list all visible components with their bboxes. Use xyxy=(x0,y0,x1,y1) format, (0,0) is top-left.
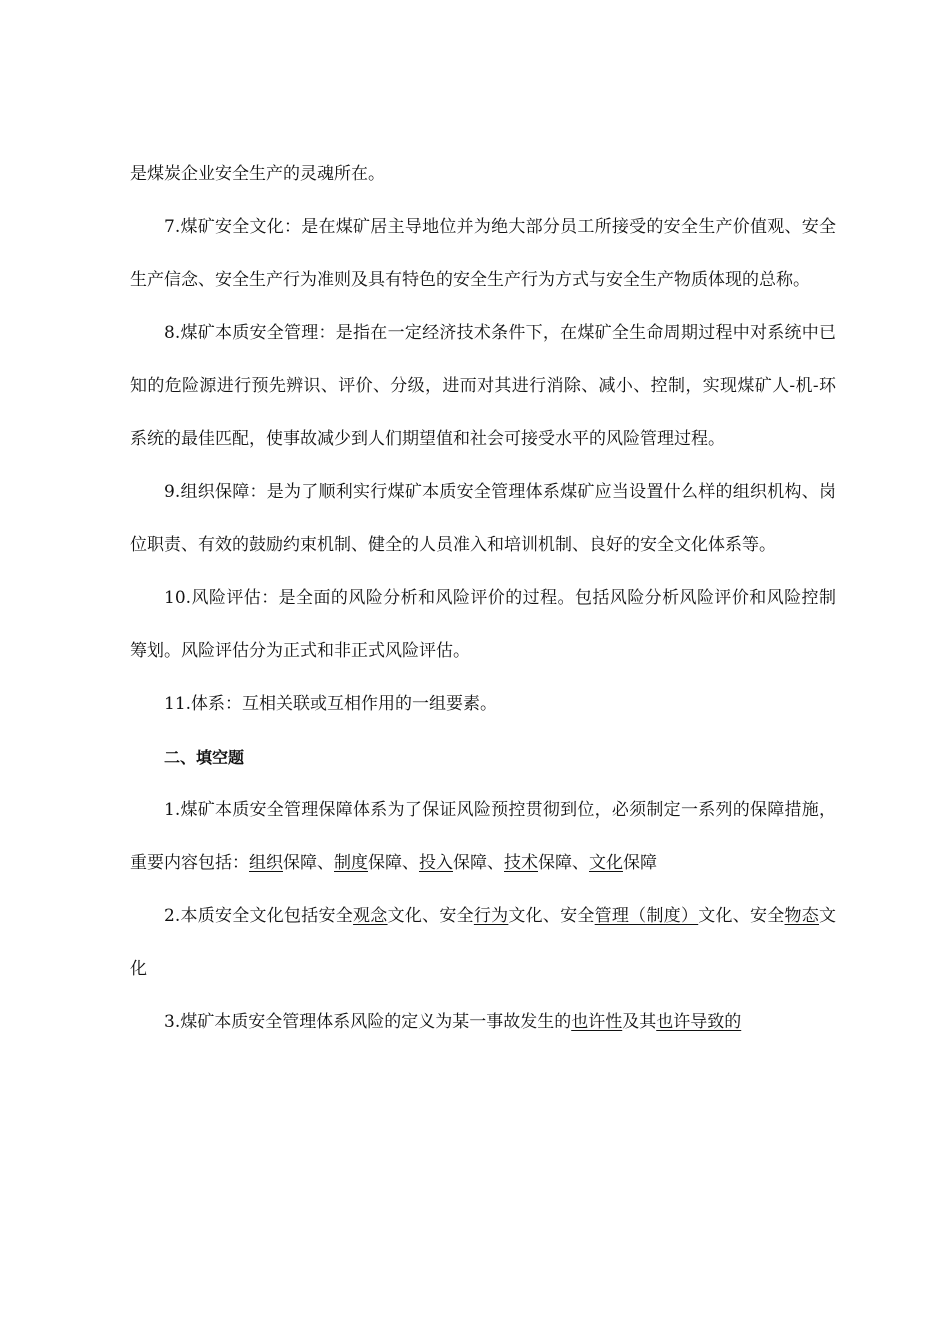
question-text: 保障、 xyxy=(283,853,334,873)
paragraph-item-8: 8.煤矿本质安全管理：是指在一定经济技术条件下，在煤矿全生命周期过程中对系统中已知的危险源进行预先辨识、评价、分级，进而对其进行消除、减小、控制，实现煤矿人-机-环系统的最佳匹配，使事故减少到人们期望值和社会可接受水平的风险管理过程。 xyxy=(130,323,836,449)
fill-question-2 xyxy=(130,890,836,996)
answer-blank: 观念 xyxy=(353,906,388,926)
question-text: 1.煤矿本质安全管理保障体系为了保证风险预控贯彻到位，必须制定一系列的保障措施，重要内容包括： xyxy=(130,800,836,873)
question-text: 3.煤矿本质安全管理体系风险的定义为某一事故发生的 xyxy=(164,1012,572,1032)
answer-blank: 制度 xyxy=(334,853,368,873)
paragraph-continuation: 是煤炭企业安全生产的灵魂所在。 xyxy=(130,164,385,184)
question-text: 文化、安全 xyxy=(698,906,785,926)
answer-blank: 也许性 xyxy=(571,1012,623,1032)
answer-blank: 投入 xyxy=(419,853,453,873)
answer-blank: 也许导致的 xyxy=(656,1012,742,1032)
paragraph-item-11: 11.体系：互相关联或互相作用的一组要素。 xyxy=(164,694,498,714)
paragraph-item-9: 9.组织保障：是为了顺利实行煤矿本质安全管理体系煤矿应当设置什么样的组织机构、岗位职责、有效的鼓励约束机制、健全的人员准入和培训机制、良好的安全文化体系等。 xyxy=(130,482,836,555)
answer-blank: 组织 xyxy=(249,853,283,873)
fill-question-1 xyxy=(130,784,836,890)
answer-blank: 行为 xyxy=(473,906,509,926)
question-text: 及其 xyxy=(622,1012,657,1032)
question-text: 保障、 xyxy=(538,853,589,873)
question-text: 保障 xyxy=(623,853,657,873)
question-text: 文化 xyxy=(130,906,837,979)
question-text: 保障、 xyxy=(368,853,419,873)
question-text: 文化、安全 xyxy=(508,906,595,926)
question-text: 2.本质安全文化包括安全 xyxy=(164,906,354,926)
answer-blank: 文化 xyxy=(589,853,623,873)
answer-blank: 技术 xyxy=(504,853,538,873)
answer-blank: 物态 xyxy=(784,906,820,926)
question-text: 文化、安全 xyxy=(387,906,474,926)
paragraph-item-7: 7.煤矿安全文化：是在煤矿居主导地位并为绝大部分员工所接受的安全生产价值观、安全生产信念、安全生产行为准则及具有特色的安全生产行为方式与安全生产物质体现的总称。 xyxy=(130,217,836,290)
answer-blank: 管理（制度） xyxy=(594,906,699,926)
section-heading: 二、填空题 xyxy=(164,748,245,767)
paragraph-item-10: 10.风险评估：是全面的风险分析和风险评价的过程。包括风险分析风险评价和风险控制筹划。风险评估分为正式和非正式风险评估。 xyxy=(130,588,836,661)
question-text: 保障、 xyxy=(453,853,504,873)
fill-question-3 xyxy=(130,996,836,1049)
